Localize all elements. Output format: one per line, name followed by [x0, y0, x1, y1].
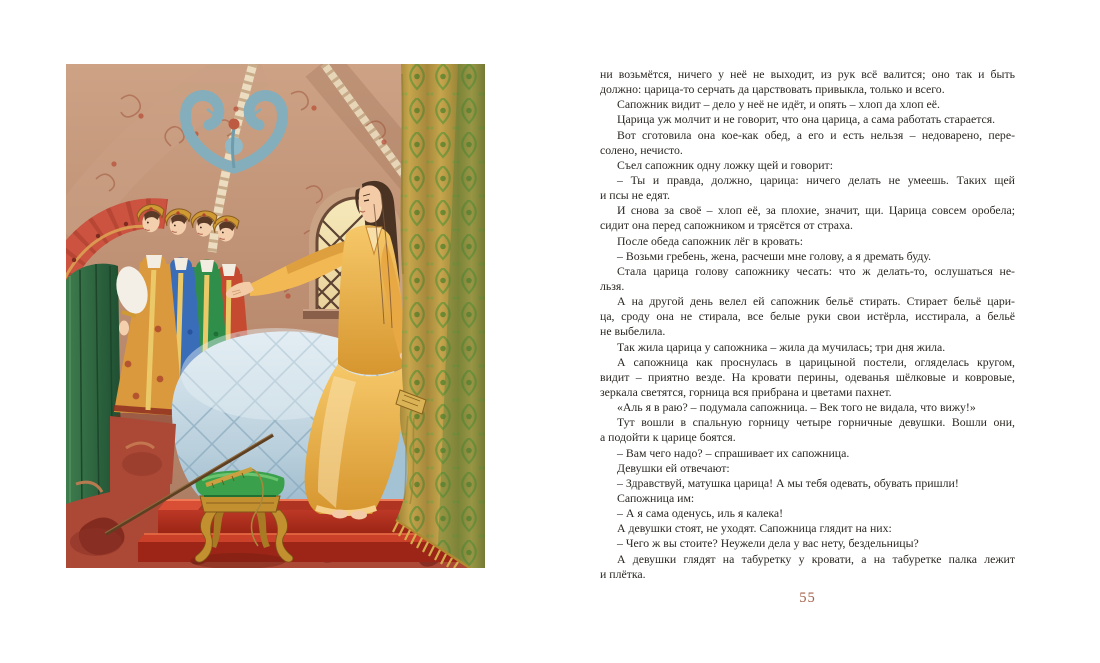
text-line: – Чего ж вы стоите? Неужели дела у вас нету, бездельницы? — [617, 536, 919, 551]
text-line: – Здравствуй, матушка царица! А мы тебя одевать, обувать пришли! — [617, 475, 959, 490]
text-line: видит – приятно везде. На кровати перины, одеванья шёлковые и ковровые, — [600, 369, 1015, 384]
text-line: А девушки глядят на табуретку у кровати, а на табуретке палка лежит — [617, 551, 1015, 566]
text-line: и псы не едят. — [600, 188, 670, 203]
text-line: Так жила царица у сапожника – жила да мучилась; три дня жила. — [617, 339, 946, 354]
text-line: – Возьми гребень, жена, расчеши мне голову, а я дремать буду. — [617, 248, 932, 263]
text-line: зеркала светятся, горница вся прибрана и цветами пахнет. — [600, 384, 892, 399]
text-line: – Ты и правда, должно, царица: ничего делать не умеешь. Таких щей — [617, 172, 1015, 187]
page-number: 55 — [799, 590, 816, 606]
text-line: Сапожник видит – дело у неё не идёт, и опять – хлоп да хлоп её. — [617, 97, 940, 112]
text-line: – А я сама оденусь, иль я калека! — [617, 506, 784, 521]
text-line: а подойти к царице боятся. — [600, 430, 736, 445]
illustration-canvas — [66, 64, 485, 568]
text-line: И снова за своё – хлоп её, за плохие, значит, щи. Царица совсем оробела; — [617, 203, 1015, 218]
book-illustration — [66, 64, 485, 568]
text-line: солено, нечисто. — [600, 142, 683, 157]
text-line: А на другой день велел ей сапожник бельё стирать. Стирает бельё цари- — [617, 294, 1015, 309]
text-line: Вот сготовила она кое-как обед, а его и есть нельзя – недоварено, пере- — [617, 127, 1015, 142]
text-line: ни возьмётся, ничего у неё не выходит, из рук всё валится; оно так и быть — [600, 67, 1015, 81]
text-line: Сапожница им: — [617, 490, 695, 505]
text-line: А девушки стоят, не уходят. Сапожница глядит на них: — [617, 521, 892, 536]
text-line: А сапожница как проснулась в царицыной постели, огляделась кругом, — [617, 354, 1015, 369]
text-line: После обеда сапожник лёг в кровать: — [617, 233, 803, 248]
text-line: Девушки ей отвечают: — [617, 460, 730, 475]
text-line: Царица уж молчит и не говорит, что она царица, а сама работать старается. — [617, 112, 996, 127]
text-line: – Вам чего надо? – спрашивает их сапожница. — [617, 445, 850, 460]
text-line: не выбелила. — [600, 324, 666, 339]
text-line: льзя. — [600, 278, 625, 293]
text-line: ца, сроду она не стирала, все белые руки свои истёрла, исстирала, а бельё — [600, 309, 1015, 324]
text-line: сидит она перед сапожником и трясётся от страха. — [600, 218, 853, 233]
text-line: Тут вошли в спальную горницу четыре горничные девушки. Вошли они, — [617, 415, 1015, 430]
text-line: должно: царица-то серчать да царствовать привыкла, только и всего. — [600, 82, 945, 97]
text-line: Съел сапожник одну ложку щей и говорит: — [617, 157, 833, 172]
text-line: «Аль я в раю? – подумала сапожница. – Век того не видала, что вижу!» — [617, 400, 976, 415]
text-line: Стала царица голову сапожнику чесать: что ж делать-то, ослушаться не- — [617, 263, 1015, 278]
text-column — [600, 67, 1015, 582]
curtain — [393, 64, 485, 568]
text-line: и плётка. — [600, 566, 646, 581]
